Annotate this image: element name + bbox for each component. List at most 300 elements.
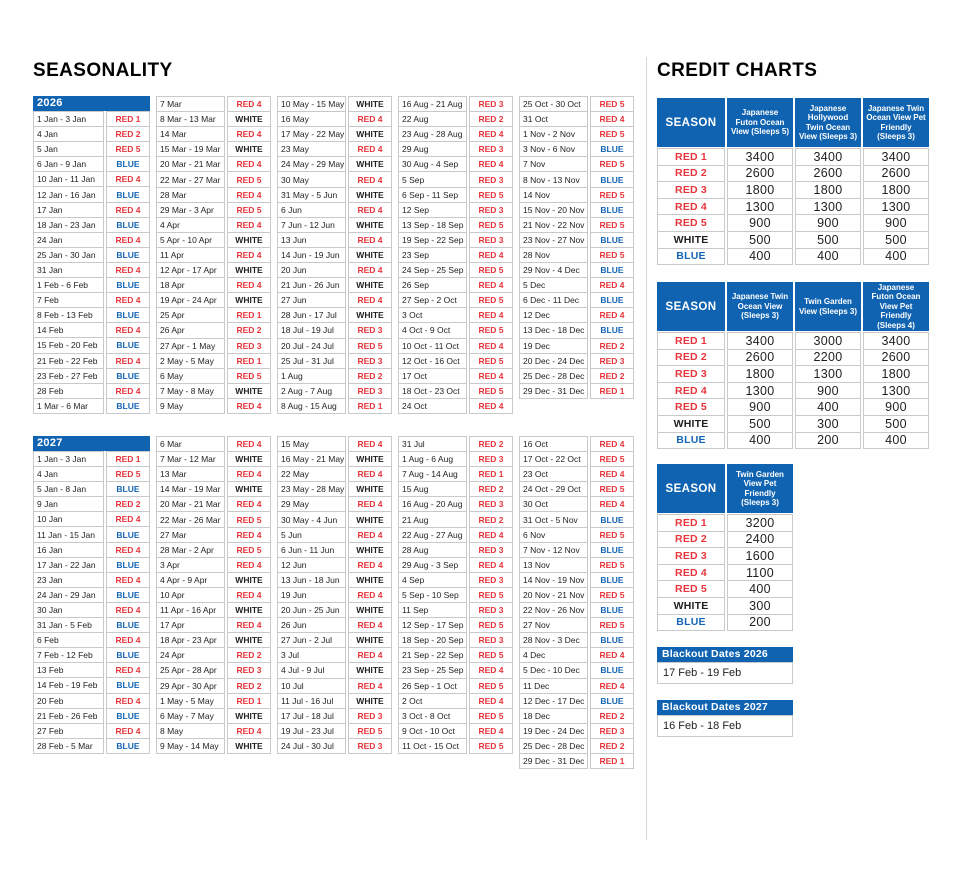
season-cell: RED 5 <box>469 587 513 603</box>
date-range-cell: 20 Mar - 21 Mar <box>156 496 225 512</box>
date-range-cell: 17 Jul - 18 Jul <box>277 708 346 724</box>
credit-season-cell: RED 5 <box>657 580 725 598</box>
credit-chart-row <box>657 580 793 598</box>
date-range-cell: 29 May <box>277 496 346 512</box>
season-cell: BLUE <box>106 738 150 754</box>
season-cell: RED 4 <box>469 307 513 323</box>
credit-values <box>727 365 929 383</box>
date-range-cell: 18 Jan - 23 Jan <box>33 217 104 233</box>
season-cell: RED 3 <box>227 662 271 678</box>
date-range-cell: 13 Dec - 18 Dec <box>519 322 588 338</box>
blackout-block <box>657 647 793 684</box>
season-cell: RED 1 <box>590 753 634 769</box>
year-column <box>519 436 634 769</box>
date-range-cell: 8 Feb - 13 Feb <box>33 307 104 323</box>
season-row <box>33 202 150 218</box>
year-column <box>156 96 271 414</box>
date-range-cell: 26 Sep - 1 Oct <box>398 678 467 694</box>
credit-season-cell: RED 5 <box>657 214 725 232</box>
season-cell: RED 4 <box>469 398 513 414</box>
date-range-cell: 20 Jun - 25 Jun <box>277 602 346 618</box>
season-cell: BLUE <box>106 186 150 202</box>
season-cell: BLUE <box>106 307 150 323</box>
date-range-cell: 22 Aug - 27 Aug <box>398 527 467 543</box>
season-cell: BLUE <box>590 141 634 157</box>
season-cell: WHITE <box>348 187 392 203</box>
credit-value-cell: 900 <box>795 214 861 232</box>
credit-value-cell: 1300 <box>863 198 929 216</box>
date-range-cell: 7 Mar - 12 Mar <box>156 451 225 467</box>
season-cell: RED 4 <box>469 368 513 384</box>
season-row <box>277 542 392 558</box>
season-cell: WHITE <box>227 141 271 157</box>
season-row <box>156 202 271 218</box>
season-cell: RED 3 <box>469 451 513 467</box>
season-row <box>519 466 634 482</box>
season-cell: RED 3 <box>348 383 392 399</box>
season-row <box>519 322 634 338</box>
credit-value-cell: 1800 <box>863 365 929 383</box>
season-cell: RED 5 <box>469 738 513 754</box>
date-range-cell: 11 Jul - 16 Jul <box>277 693 346 709</box>
season-row <box>156 292 271 308</box>
credit-values <box>727 349 929 367</box>
season-row <box>519 202 634 218</box>
season-row <box>519 171 634 187</box>
year-column <box>33 96 150 414</box>
date-range-cell: 6 Jun - 11 Jun <box>277 542 346 558</box>
credit-chart-row <box>657 349 929 367</box>
season-row <box>277 247 392 263</box>
date-range-cell: 30 May - 4 Jun <box>277 511 346 527</box>
season-cell: RED 4 <box>590 466 634 482</box>
season-row <box>277 383 392 399</box>
season-row <box>277 232 392 248</box>
season-row <box>33 126 150 142</box>
season-row <box>398 262 513 278</box>
credit-value-cell: 500 <box>795 231 861 249</box>
season-row <box>33 511 150 527</box>
season-row <box>156 557 271 573</box>
season-cell: RED 4 <box>348 262 392 278</box>
date-range-cell: 30 Jan <box>33 602 104 618</box>
credit-chart-row <box>657 231 929 249</box>
credit-value-cell: 200 <box>795 432 861 450</box>
season-row <box>277 662 392 678</box>
date-range-cell: 3 Oct <box>398 307 467 323</box>
season-row <box>156 247 271 263</box>
season-cell: RED 4 <box>590 496 634 512</box>
credit-season-cell: BLUE <box>657 248 725 266</box>
season-cell: RED 4 <box>348 496 392 512</box>
season-row <box>398 436 513 452</box>
credit-value-cell: 1300 <box>795 365 861 383</box>
season-cell: RED 5 <box>590 451 634 467</box>
date-range-cell: 7 Jun - 12 Jun <box>277 217 346 233</box>
credit-chart-row <box>657 248 929 266</box>
date-range-cell: 3 Oct - 8 Oct <box>398 708 467 724</box>
season-row <box>277 587 392 603</box>
credit-values <box>727 214 929 232</box>
credit-chart-header <box>657 464 793 513</box>
date-range-cell: 14 Mar <box>156 126 225 142</box>
season-row <box>519 542 634 558</box>
credit-value-cell: 2600 <box>863 349 929 367</box>
credit-season-cell: WHITE <box>657 231 725 249</box>
season-row <box>519 723 634 739</box>
credit-value-cell: 400 <box>795 248 861 266</box>
credit-value-cell: 500 <box>863 415 929 433</box>
season-cell: WHITE <box>348 307 392 323</box>
season-cell: RED 4 <box>227 187 271 203</box>
season-cell: BLUE <box>106 277 150 293</box>
season-cell: RED 2 <box>590 708 634 724</box>
year-columns <box>33 436 634 769</box>
season-cell: RED 4 <box>227 217 271 233</box>
season-cell: RED 5 <box>590 187 634 203</box>
season-cell: RED 5 <box>469 383 513 399</box>
season-row <box>398 511 513 527</box>
season-cell: RED 5 <box>227 171 271 187</box>
season-row <box>33 277 150 293</box>
room-headers <box>727 464 793 513</box>
season-cell: WHITE <box>227 738 271 754</box>
season-cell: WHITE <box>348 277 392 293</box>
season-row <box>33 247 150 263</box>
credit-value-cell: 1800 <box>863 181 929 199</box>
season-cell: WHITE <box>227 572 271 588</box>
season-cell: BLUE <box>106 481 150 497</box>
date-range-cell: 22 Mar - 26 Mar <box>156 511 225 527</box>
season-row <box>519 262 634 278</box>
season-cell: RED 4 <box>106 262 150 278</box>
date-range-cell: 10 Jul <box>277 678 346 694</box>
credit-chart-row <box>657 614 793 632</box>
season-cell: RED 2 <box>227 647 271 663</box>
season-cell: RED 4 <box>106 723 150 739</box>
season-row <box>33 141 150 157</box>
season-cell: WHITE <box>348 511 392 527</box>
credit-value-cell: 500 <box>727 231 793 249</box>
season-cell: RED 1 <box>227 693 271 709</box>
season-row <box>519 647 634 663</box>
date-range-cell: 28 Feb <box>33 383 104 399</box>
date-range-cell: 9 May - 14 May <box>156 738 225 754</box>
season-row <box>519 632 634 648</box>
date-range-cell: 28 Feb - 5 Mar <box>33 738 104 754</box>
credit-value-cell: 1800 <box>727 365 793 383</box>
date-range-cell: 28 Nov <box>519 247 588 263</box>
date-range-cell: 14 Nov - 19 Nov <box>519 572 588 588</box>
date-range-cell: 17 Apr <box>156 617 225 633</box>
credit-season-cell: RED 3 <box>657 547 725 565</box>
credit-values <box>727 248 929 266</box>
season-cell: RED 4 <box>227 617 271 633</box>
season-row <box>156 338 271 354</box>
season-cell: RED 2 <box>590 338 634 354</box>
credit-season-cell: RED 2 <box>657 349 725 367</box>
date-range-cell: 7 May - 8 May <box>156 383 225 399</box>
season-row <box>156 277 271 293</box>
credit-chart-row <box>657 597 793 615</box>
date-range-cell: 5 Jun <box>277 527 346 543</box>
season-cell: RED 2 <box>227 322 271 338</box>
season-cell: RED 4 <box>227 156 271 172</box>
season-cell: RED 5 <box>590 617 634 633</box>
season-cell: BLUE <box>590 171 634 187</box>
date-range-cell: 6 Mar <box>156 436 225 452</box>
season-row <box>33 171 150 187</box>
season-cell: RED 4 <box>227 527 271 543</box>
date-range-cell: 23 Aug - 28 Aug <box>398 126 467 142</box>
date-range-cell: 27 Nov <box>519 617 588 633</box>
season-cell: RED 3 <box>469 141 513 157</box>
year-header-bar: 2027 <box>33 436 150 451</box>
season-cell: RED 4 <box>106 693 150 709</box>
date-range-cell: 23 May - 28 May <box>277 481 346 497</box>
date-range-cell: 20 Dec - 24 Dec <box>519 353 588 369</box>
season-row <box>519 753 634 769</box>
season-row <box>277 187 392 203</box>
season-rows <box>156 96 271 414</box>
season-row <box>277 678 392 694</box>
credit-chart-body <box>657 514 793 631</box>
season-cell: RED 5 <box>469 322 513 338</box>
credit-value-cell: 1300 <box>727 382 793 400</box>
season-cell: WHITE <box>348 602 392 618</box>
date-range-cell: 6 May <box>156 368 225 384</box>
date-range-cell: 16 May - 21 May <box>277 451 346 467</box>
credit-value-cell: 900 <box>863 398 929 416</box>
season-cell: BLUE <box>106 337 150 353</box>
date-range-cell: 21 Aug <box>398 511 467 527</box>
credit-season-cell: RED 1 <box>657 514 725 532</box>
season-cell: WHITE <box>348 217 392 233</box>
date-range-cell: 8 Nov - 13 Nov <box>519 171 588 187</box>
date-range-cell: 5 Apr - 10 Apr <box>156 232 225 248</box>
date-range-cell: 13 Feb <box>33 662 104 678</box>
season-cell: RED 2 <box>469 436 513 452</box>
room-headers <box>727 282 929 331</box>
date-range-cell: 17 Oct <box>398 368 467 384</box>
season-row <box>519 156 634 172</box>
season-row <box>398 602 513 618</box>
date-range-cell: 26 Sep <box>398 277 467 293</box>
season-cell: RED 2 <box>106 496 150 512</box>
date-range-cell: 28 Aug <box>398 542 467 558</box>
season-row <box>156 353 271 369</box>
date-range-cell: 6 Nov <box>519 527 588 543</box>
season-cell: BLUE <box>106 587 150 603</box>
season-cell: WHITE <box>227 262 271 278</box>
credit-chart-row <box>657 332 929 350</box>
date-range-cell: 19 Jul - 23 Jul <box>277 723 346 739</box>
season-row <box>519 451 634 467</box>
season-cell: RED 5 <box>590 557 634 573</box>
season-cell: RED 3 <box>469 202 513 218</box>
date-range-cell: 4 Sep <box>398 572 467 588</box>
blackout-title-bar: Blackout Dates 2027 <box>657 700 793 715</box>
season-cell: RED 5 <box>348 723 392 739</box>
season-cell: BLUE <box>590 232 634 248</box>
season-rows <box>33 111 150 414</box>
date-range-cell: 23 Feb - 27 Feb <box>33 368 104 384</box>
season-row <box>33 526 150 542</box>
season-cell: RED 4 <box>469 156 513 172</box>
season-row <box>33 677 150 693</box>
season-cell: RED 4 <box>227 436 271 452</box>
date-range-cell: 11 Apr <box>156 247 225 263</box>
season-row <box>277 708 392 724</box>
year-column <box>398 436 513 754</box>
room-header-cell: Japanese Futon Ocean View Pet Friendly (Sleeps 4) <box>863 282 929 331</box>
credit-season-cell: RED 2 <box>657 531 725 549</box>
season-cell: RED 4 <box>227 398 271 414</box>
date-range-cell: 23 Sep - 25 Sep <box>398 662 467 678</box>
season-row <box>519 436 634 452</box>
season-cell: WHITE <box>348 156 392 172</box>
date-range-cell: 12 Apr - 17 Apr <box>156 262 225 278</box>
season-row <box>398 398 513 414</box>
season-cell: RED 4 <box>469 277 513 293</box>
season-row <box>33 451 150 467</box>
season-cell: WHITE <box>227 602 271 618</box>
season-rows <box>398 436 513 754</box>
season-row <box>398 368 513 384</box>
date-range-cell: 26 Apr <box>156 322 225 338</box>
credit-chart-row <box>657 165 929 183</box>
year-column <box>398 96 513 414</box>
season-cell: RED 4 <box>348 466 392 482</box>
credit-value-cell: 2400 <box>727 531 793 549</box>
season-row <box>33 217 150 233</box>
season-cell: BLUE <box>106 557 150 573</box>
season-row <box>398 451 513 467</box>
date-range-cell: 8 Mar - 13 Mar <box>156 111 225 127</box>
credit-charts-title: CREDIT CHARTS <box>657 60 818 81</box>
season-row <box>398 353 513 369</box>
season-cell: BLUE <box>106 368 150 384</box>
season-cell: RED 3 <box>348 738 392 754</box>
season-row <box>398 587 513 603</box>
credit-chart <box>657 98 929 265</box>
season-cell: RED 5 <box>590 96 634 112</box>
date-range-cell: 27 Sep - 2 Oct <box>398 292 467 308</box>
season-row <box>33 572 150 588</box>
season-row <box>519 126 634 142</box>
season-row <box>277 451 392 467</box>
date-range-cell: 1 May - 5 May <box>156 693 225 709</box>
season-header-cell: SEASON <box>657 98 725 147</box>
season-cell: RED 3 <box>469 602 513 618</box>
season-cell: WHITE <box>348 632 392 648</box>
date-range-cell: 20 Nov - 21 Nov <box>519 587 588 603</box>
season-cell: RED 5 <box>590 217 634 233</box>
date-range-cell: 8 Aug - 15 Aug <box>277 398 346 414</box>
season-cell: BLUE <box>590 602 634 618</box>
date-range-cell: 7 Nov <box>519 156 588 172</box>
season-rows <box>277 96 392 414</box>
date-range-cell: 12 Dec - 17 Dec <box>519 693 588 709</box>
date-range-cell: 4 Jul - 9 Jul <box>277 662 346 678</box>
season-cell: RED 5 <box>469 217 513 233</box>
season-row <box>519 338 634 354</box>
date-range-cell: 25 Apr <box>156 307 225 323</box>
date-range-cell: 19 Dec - 24 Dec <box>519 723 588 739</box>
date-range-cell: 29 Aug - 3 Sep <box>398 557 467 573</box>
season-cell: RED 5 <box>469 187 513 203</box>
credit-value-cell: 400 <box>727 432 793 450</box>
date-range-cell: 31 Oct <box>519 111 588 127</box>
date-range-cell: 31 Jul <box>398 436 467 452</box>
season-row <box>33 232 150 248</box>
season-cell: RED 5 <box>469 353 513 369</box>
season-row <box>519 217 634 233</box>
date-range-cell: 11 Apr - 16 Apr <box>156 602 225 618</box>
season-row <box>277 398 392 414</box>
date-range-cell: 18 Dec <box>519 708 588 724</box>
credit-value-cell: 3200 <box>727 514 793 532</box>
season-row <box>277 202 392 218</box>
season-row <box>398 693 513 709</box>
credit-chart <box>657 464 793 631</box>
season-row <box>277 527 392 543</box>
season-cell: RED 4 <box>227 466 271 482</box>
date-range-cell: 4 Jan <box>33 466 104 482</box>
room-header-cell: Twin Garden View (Sleeps 3) <box>795 282 861 331</box>
season-row <box>277 141 392 157</box>
season-cell: WHITE <box>227 481 271 497</box>
season-row <box>156 738 271 754</box>
season-row <box>519 678 634 694</box>
season-cell: BLUE <box>106 647 150 663</box>
seasonality-year-2026 <box>33 96 634 414</box>
date-range-cell: 26 Jun <box>277 617 346 633</box>
date-range-cell: 9 May <box>156 398 225 414</box>
credit-value-cell: 200 <box>727 614 793 632</box>
season-cell: RED 1 <box>590 383 634 399</box>
season-cell: RED 4 <box>469 338 513 354</box>
season-cell: RED 4 <box>348 171 392 187</box>
blackout-block <box>657 700 793 737</box>
credit-value-cell: 1300 <box>863 382 929 400</box>
credit-value-cell: 300 <box>795 415 861 433</box>
season-cell: RED 5 <box>469 708 513 724</box>
date-range-cell: 3 Apr <box>156 557 225 573</box>
season-row <box>277 171 392 187</box>
season-cell: WHITE <box>348 126 392 142</box>
season-row <box>398 481 513 497</box>
season-cell: RED 4 <box>348 232 392 248</box>
season-row <box>519 572 634 588</box>
season-cell: RED 5 <box>227 511 271 527</box>
credit-season-cell: RED 4 <box>657 564 725 582</box>
date-range-cell: 24 May - 29 May <box>277 156 346 172</box>
season-cell: RED 4 <box>590 647 634 663</box>
season-row <box>33 602 150 618</box>
season-cell: RED 4 <box>469 662 513 678</box>
season-cell: RED 5 <box>227 202 271 218</box>
season-cell: BLUE <box>106 677 150 693</box>
date-range-cell: 18 Jul - 19 Jul <box>277 322 346 338</box>
date-range-cell: 24 Jul - 30 Jul <box>277 738 346 754</box>
date-range-cell: 11 Sep <box>398 602 467 618</box>
season-cell: RED 4 <box>106 542 150 558</box>
season-cell: WHITE <box>348 693 392 709</box>
date-range-cell: 27 Apr - 1 May <box>156 338 225 354</box>
season-row <box>156 602 271 618</box>
season-cell: RED 4 <box>106 632 150 648</box>
